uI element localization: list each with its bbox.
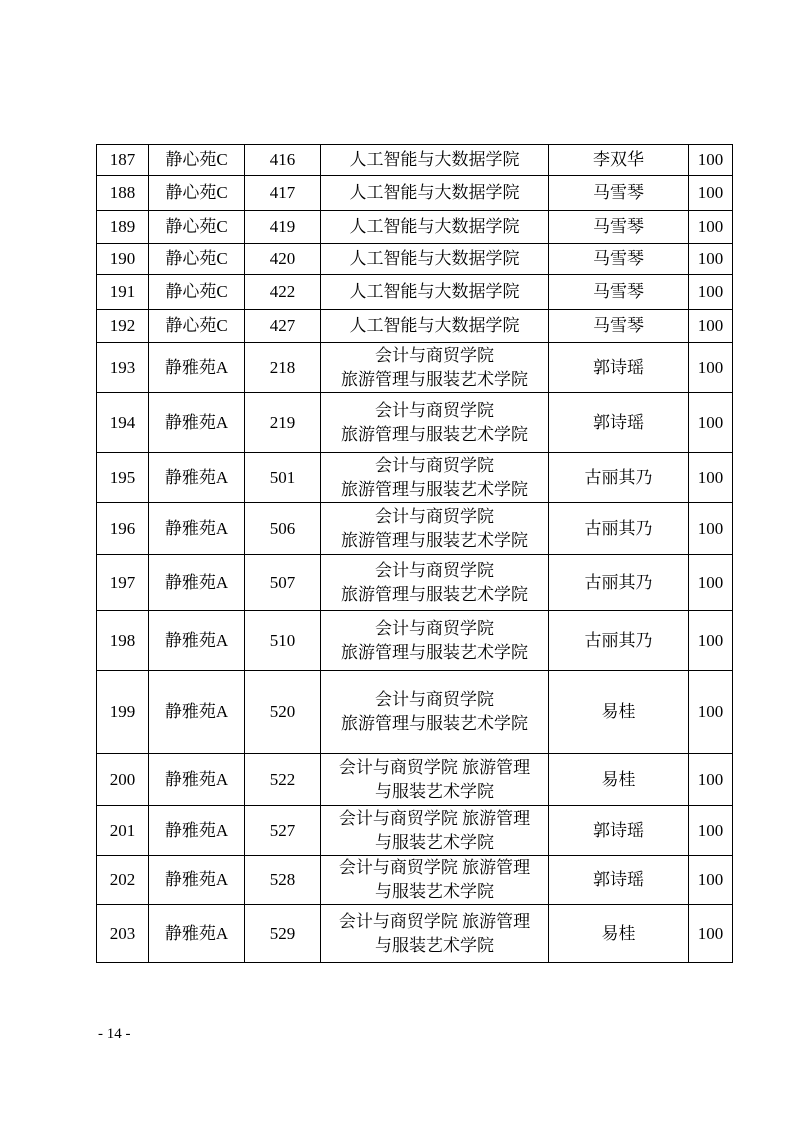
college-line: 旅游管理与服装艺术学院 <box>341 714 528 733</box>
score-cell: 100 <box>689 671 733 754</box>
table-row <box>97 176 733 211</box>
college-line: 会计与商贸学院 <box>375 560 494 580</box>
college-line: 会计与商贸学院 旅游管理 <box>338 808 531 828</box>
room-cell: 510 <box>245 611 321 671</box>
row-number-cell: 197 <box>97 555 149 611</box>
table-row <box>97 343 733 393</box>
college-cell <box>321 453 549 503</box>
row-number-cell: 202 <box>97 856 149 905</box>
college-cell <box>321 176 549 211</box>
score-cell: 100 <box>689 343 733 393</box>
college-line: 人工智能与大数据学院 <box>349 183 520 202</box>
college-line: 会计与商贸学院 <box>375 618 494 638</box>
table-row <box>97 555 733 611</box>
college-cell <box>321 343 549 393</box>
college-line: 旅游管理与服装艺术学院 <box>341 424 528 444</box>
table-row <box>97 310 733 343</box>
page-number: - 14 - <box>98 1026 131 1042</box>
college-line: 会计与商贸学院 旅游管理 <box>338 858 531 877</box>
row-number-cell: 194 <box>97 393 149 453</box>
table-row <box>97 806 733 856</box>
score-cell: 100 <box>689 806 733 856</box>
college-cell <box>321 806 549 856</box>
room-cell: 506 <box>245 503 321 555</box>
room-cell: 417 <box>245 176 321 211</box>
row-number-cell: 203 <box>97 905 149 963</box>
college-line: 人工智能与大数据学院 <box>349 249 520 268</box>
table-row <box>97 611 733 671</box>
college-line: 与服装艺术学院 <box>375 935 494 955</box>
table-row <box>97 856 733 905</box>
building-cell: 静雅苑A <box>149 555 245 611</box>
score-cell: 100 <box>689 453 733 503</box>
college-cell <box>321 310 549 343</box>
building-cell: 静雅苑A <box>149 754 245 806</box>
building-cell: 静雅苑A <box>149 905 245 963</box>
college-line: 旅游管理与服装艺术学院 <box>341 584 528 604</box>
row-number-cell: 193 <box>97 343 149 393</box>
college-line: 人工智能与大数据学院 <box>349 150 520 169</box>
person-cell: 马雪琴 <box>549 275 689 310</box>
person-cell: 马雪琴 <box>549 310 689 343</box>
room-cell: 507 <box>245 555 321 611</box>
college-line: 与服装艺术学院 <box>375 781 494 801</box>
building-cell: 静心苑C <box>149 176 245 211</box>
room-cell: 219 <box>245 393 321 453</box>
row-number-cell: 198 <box>97 611 149 671</box>
college-cell <box>321 555 549 611</box>
college-cell <box>321 275 549 310</box>
college-line: 会计与商贸学院 <box>375 506 494 526</box>
row-number-cell: 188 <box>97 176 149 211</box>
person-cell: 易桂 <box>549 671 689 754</box>
college-line: 旅游管理与服装艺术学院 <box>341 530 528 550</box>
table-body <box>97 145 733 963</box>
row-number-cell: 196 <box>97 503 149 555</box>
college-cell <box>321 211 549 244</box>
college-line: 人工智能与大数据学院 <box>349 282 520 301</box>
score-cell: 100 <box>689 856 733 905</box>
building-cell: 静雅苑A <box>149 393 245 453</box>
person-cell: 马雪琴 <box>549 176 689 211</box>
room-cell: 419 <box>245 211 321 244</box>
person-cell: 古丽其乃 <box>549 503 689 555</box>
person-cell: 郭诗瑶 <box>549 393 689 453</box>
table-row <box>97 905 733 963</box>
room-cell: 520 <box>245 671 321 754</box>
college-cell <box>321 754 549 806</box>
building-cell: 静心苑C <box>149 275 245 310</box>
person-cell: 古丽其乃 <box>549 555 689 611</box>
row-number-cell: 189 <box>97 211 149 244</box>
college-cell <box>321 671 549 754</box>
building-cell: 静雅苑A <box>149 611 245 671</box>
score-cell: 100 <box>689 211 733 244</box>
college-cell <box>321 244 549 275</box>
building-cell: 静雅苑A <box>149 856 245 905</box>
room-cell: 501 <box>245 453 321 503</box>
room-cell: 522 <box>245 754 321 806</box>
score-cell: 100 <box>689 555 733 611</box>
college-cell <box>321 503 549 555</box>
person-cell: 李双华 <box>549 145 689 176</box>
college-line: 会计与商贸学院 <box>375 345 494 365</box>
building-cell: 静雅苑A <box>149 671 245 754</box>
score-cell: 100 <box>689 393 733 453</box>
score-cell: 100 <box>689 611 733 671</box>
score-cell: 100 <box>689 503 733 555</box>
building-cell: 静心苑C <box>149 211 245 244</box>
building-cell: 静心苑C <box>149 145 245 176</box>
row-number-cell: 200 <box>97 754 149 806</box>
table-row <box>97 244 733 275</box>
college-line: 旅游管理与服装艺术学院 <box>341 642 528 662</box>
person-cell: 易桂 <box>549 754 689 806</box>
row-number-cell: 187 <box>97 145 149 176</box>
building-cell: 静雅苑A <box>149 806 245 856</box>
college-line: 与服装艺术学院 <box>375 832 494 852</box>
college-line: 与服装艺术学院 <box>375 882 494 901</box>
score-cell: 100 <box>689 310 733 343</box>
score-cell: 100 <box>689 176 733 211</box>
table-row <box>97 503 733 555</box>
room-cell: 422 <box>245 275 321 310</box>
person-cell: 古丽其乃 <box>549 453 689 503</box>
college-line: 会计与商贸学院 <box>375 400 494 420</box>
table-row <box>97 453 733 503</box>
building-cell: 静雅苑A <box>149 503 245 555</box>
row-number-cell: 192 <box>97 310 149 343</box>
room-cell: 427 <box>245 310 321 343</box>
table-row <box>97 211 733 244</box>
college-line: 会计与商贸学院 旅游管理 <box>338 757 531 777</box>
score-cell: 100 <box>689 145 733 176</box>
building-cell: 静雅苑A <box>149 343 245 393</box>
college-cell <box>321 393 549 453</box>
table-row <box>97 275 733 310</box>
row-number-cell: 201 <box>97 806 149 856</box>
person-cell: 马雪琴 <box>549 244 689 275</box>
table-row <box>97 671 733 754</box>
person-cell: 易桂 <box>549 905 689 963</box>
score-cell: 100 <box>689 905 733 963</box>
college-line: 旅游管理与服装艺术学院 <box>341 369 528 389</box>
college-cell <box>321 611 549 671</box>
college-cell <box>321 905 549 963</box>
inspection-table <box>96 144 733 963</box>
room-cell: 420 <box>245 244 321 275</box>
college-line: 人工智能与大数据学院 <box>349 316 520 335</box>
score-cell: 100 <box>689 244 733 275</box>
score-cell: 100 <box>689 275 733 310</box>
table-row <box>97 754 733 806</box>
row-number-cell: 191 <box>97 275 149 310</box>
college-line: 会计与商贸学院 <box>375 690 494 709</box>
building-cell: 静雅苑A <box>149 453 245 503</box>
building-cell: 静心苑C <box>149 310 245 343</box>
person-cell: 郭诗瑶 <box>549 856 689 905</box>
college-line: 人工智能与大数据学院 <box>349 217 520 236</box>
row-number-cell: 195 <box>97 453 149 503</box>
row-number-cell: 190 <box>97 244 149 275</box>
score-cell: 100 <box>689 754 733 806</box>
room-cell: 218 <box>245 343 321 393</box>
room-cell: 527 <box>245 806 321 856</box>
room-cell: 529 <box>245 905 321 963</box>
room-cell: 416 <box>245 145 321 176</box>
person-cell: 郭诗瑶 <box>549 343 689 393</box>
building-cell: 静心苑C <box>149 244 245 275</box>
college-cell <box>321 145 549 176</box>
table-row <box>97 145 733 176</box>
room-cell: 528 <box>245 856 321 905</box>
table-row <box>97 393 733 453</box>
college-line: 会计与商贸学院 <box>375 455 494 475</box>
person-cell: 古丽其乃 <box>549 611 689 671</box>
college-line: 旅游管理与服装艺术学院 <box>341 479 528 499</box>
row-number-cell: 199 <box>97 671 149 754</box>
college-cell <box>321 856 549 905</box>
person-cell: 郭诗瑶 <box>549 806 689 856</box>
college-line: 会计与商贸学院 旅游管理 <box>338 911 531 931</box>
person-cell: 马雪琴 <box>549 211 689 244</box>
